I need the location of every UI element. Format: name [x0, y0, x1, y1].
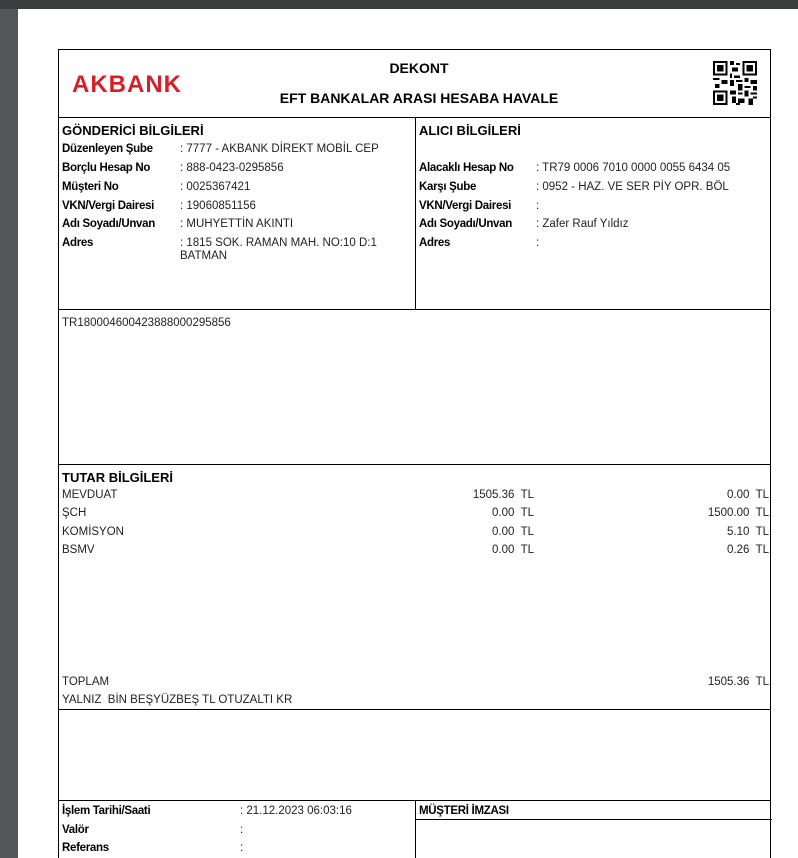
amount-label: BSMV — [62, 544, 95, 556]
sender-label: Müşteri No — [62, 181, 119, 193]
sender-value: : 1815 SOK. RAMAN MAH. NO:10 D:1 — [180, 237, 377, 249]
column-divider — [415, 117, 416, 309]
divider — [59, 309, 770, 310]
sender-value: : 888-0423-0295856 — [180, 162, 284, 174]
footer-label: Referans — [62, 842, 109, 854]
receiver-label: Adres — [419, 237, 451, 249]
sender-value: : MUHYETTİN AKINTI — [180, 218, 294, 230]
description-text: TR180004600423888000295856 — [62, 317, 231, 329]
footer-value: : 21.12.2023 06:03:16 — [240, 805, 352, 817]
amount-col2: 5.10 TL — [727, 526, 769, 538]
document-page — [18, 9, 798, 858]
document-title: DEKONT — [389, 60, 449, 76]
akbank-logo: AKBANK — [72, 71, 182, 98]
footer-label: İşlem Tarihi/Saati — [62, 805, 151, 817]
receiver-value: : — [536, 200, 540, 212]
amount-col1: 0.00 TL — [492, 507, 534, 519]
footer-value: : — [240, 842, 244, 854]
receiver-label: Karşı Şube — [419, 181, 477, 193]
sender-label: Borçlu Hesap No — [62, 162, 151, 174]
divider — [59, 709, 770, 710]
receiver-label: VKN/Vergi Dairesi — [419, 200, 512, 212]
amount-col1: 1505.36 TL — [472, 489, 534, 501]
receipt — [58, 49, 771, 858]
qr-code-icon — [713, 61, 757, 105]
amount-label: ŞCH — [62, 507, 87, 519]
sender-label: VKN/Vergi Dairesi — [62, 200, 155, 212]
sender-label: Düzenleyen Şube — [62, 143, 153, 155]
receiver-value: : Zafer Rauf Yıldız — [536, 218, 629, 230]
signature-title: MÜŞTERİ İMZASI — [419, 805, 509, 817]
amount-label: KOMİSYON — [62, 526, 124, 538]
total-label: TOPLAM — [62, 676, 110, 688]
amount-col1: 0.00 TL — [492, 544, 534, 556]
sender-label: Adres — [62, 237, 94, 249]
sender-section-title: GÖNDERİCİ BİLGİLERİ — [62, 123, 204, 138]
receiver-value: : — [536, 237, 540, 249]
sender-value: : 0025367421 — [180, 181, 251, 193]
receiver-label: Alacaklı Hesap No — [419, 162, 514, 174]
divider — [415, 819, 772, 820]
sender-value: : 7777 - AKBANK DİREKT MOBİL CEP — [180, 143, 379, 155]
amounts-section-title: TUTAR BİLGİLERİ — [62, 470, 173, 485]
total-value: 1505.36 TL — [707, 676, 769, 688]
column-divider — [415, 800, 416, 858]
sender-address-line2: BATMAN — [180, 250, 228, 262]
viewer-gutter — [0, 9, 18, 858]
receiver-value: : TR79 0006 7010 0000 0055 6434 05 — [536, 162, 731, 174]
amount-col2: 0.00 TL — [727, 489, 769, 501]
amount-col1: 0.00 TL — [492, 526, 534, 538]
viewer-toolbar — [0, 0, 798, 9]
divider — [59, 464, 770, 465]
sender-label: Adı Soyadı/Unvan — [62, 218, 155, 230]
amount-col2: 1500.00 TL — [707, 507, 769, 519]
receiver-value: : 0952 - HAZ. VE SER PİY OPR. BÖL — [536, 181, 729, 193]
receiver-section-title: ALICI BİLGİLERİ — [419, 123, 521, 138]
amount-col2: 0.26 TL — [727, 544, 769, 556]
footer-label: Valör — [62, 824, 89, 836]
footer-value: : — [240, 824, 244, 836]
sender-value: : 19060851156 — [180, 200, 256, 212]
receiver-label: Adı Soyadı/Unvan — [419, 218, 512, 230]
document-subtitle: EFT BANKALAR ARASI HESABA HAVALE — [279, 90, 559, 106]
amount-label: MEVDUAT — [62, 489, 118, 501]
amount-in-words: YALNIZ BİN BEŞYÜZBEŞ TL OTUZALTI KR — [62, 694, 293, 706]
